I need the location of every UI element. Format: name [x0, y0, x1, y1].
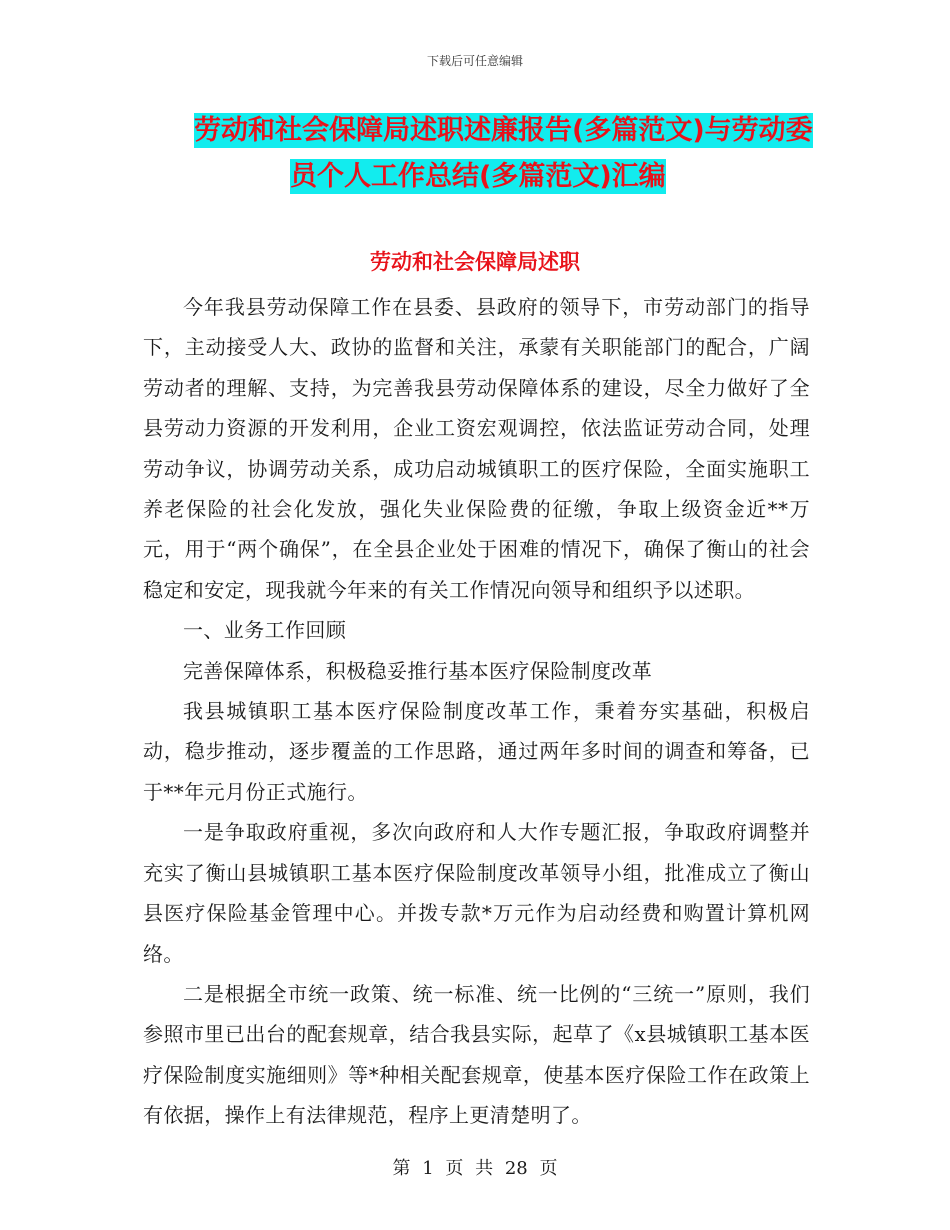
- paragraph: 二是根据全市统一政策、统一标准、统一比例的“三统一”原则，我们参照市里已出台的配套规章，结合我县实际，起草了《x县城镇职工基本医疗保险制度实施细则》等*种相关配套规章，使基本医疗保险工作在政策上有依据，操作上有法律规范，程序上更清楚明了。: [143, 981, 810, 1128]
- body-text: [143, 287, 810, 1136]
- paragraph: 一、业务工作回顾: [183, 618, 347, 643]
- section-title: 劳动和社会保障局述职: [370, 250, 580, 274]
- document-title: [140, 108, 840, 200]
- header-note: 下载后可任意编辑: [426, 54, 523, 68]
- paragraph: 我县城镇职工基本医疗保险制度改革工作，秉着夯实基础，积极启动，稳步推动，逐步覆盖的工作思路，通过两年多时间的调查和筹备，已于**年元月份正式施行。: [143, 699, 810, 804]
- title-line-1: 劳动和社会保障局述职述廉报告(多篇范文)与劳动委: [194, 115, 813, 146]
- title-line-2: 员个人工作总结(多篇范文)汇编: [290, 161, 666, 192]
- paragraph: 完善保障体系，积极稳妥推行基本医疗保险制度改革: [183, 658, 653, 683]
- paragraph: 今年我县劳动保障工作在县委、县政府的领导下，市劳动部门的指导下，主动接受人大、政协的监督和关注，承蒙有关职能部门的配合，广阔劳动者的理解、支持，为完善我县劳动保障体系的建设，尽全力做好了全县劳动力资源的开发利用，企业工资宏观调控，依法监证劳动合同，处理劳动争议，协调劳动关系，成功启动城镇职工的医疗保险，全面实施职工养老保险的社会化发放，强化失业保险费的征缴，争取上级资金近**万元，用于“两个确保”，在全县企业处于困难的情况下，确保了衡山的社会稳定和安定，现我就今年来的有关工作情况向领导和组织予以述职。: [143, 295, 810, 602]
- page-footer: 第 1 页 共 28 页: [392, 1158, 558, 1179]
- paragraph: 一是争取政府重视，多次向政府和人大作专题汇报，争取政府调整并充实了衡山县城镇职工基本医疗保险制度改革领导小组，批准成立了衡山县医疗保险基金管理中心。并拨专款*万元作为启动经费和购置计算机网络。: [143, 820, 810, 966]
